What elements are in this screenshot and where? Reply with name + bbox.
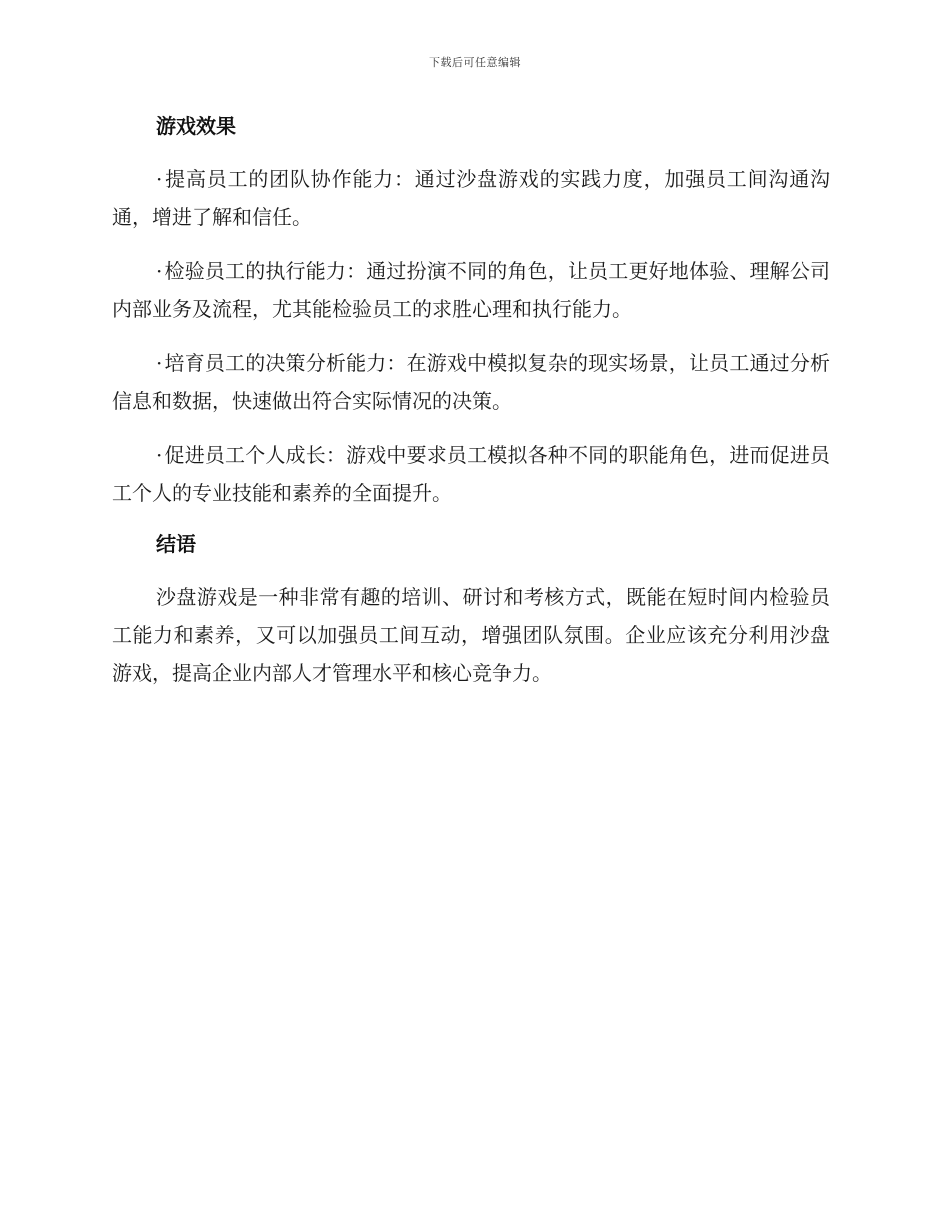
bullet-item (112, 252, 830, 328)
bullet-text: 促进员工个人成长：游戏中要求员工模拟各种不同的职能角色，进而促进员工个人的专业技能和素养的全面提升。 (112, 443, 830, 505)
page-header: 下载后可任意编辑 (429, 56, 521, 69)
bullet-dot: · (156, 259, 163, 283)
bullet-item (112, 160, 830, 236)
section-heading: 游戏效果 (156, 114, 236, 138)
document-body (112, 110, 830, 708)
bullet-item (112, 436, 830, 512)
section-heading: 结语 (156, 532, 196, 556)
conclusion-paragraph: 沙盘游戏是一种非常有趣的培训、研讨和考核方式，既能在短时间内检验员工能力和素养，又可以加强员工间互动，增强团队氛围。企业应该充分利用沙盘游戏，提高企业内部人才管理水平和核心竞争力。 (112, 585, 830, 685)
bullet-dot: · (156, 351, 163, 375)
section-game-effects (112, 110, 830, 512)
bullet-dot: · (156, 167, 163, 191)
bullet-text: 培育员工的决策分析能力：在游戏中模拟复杂的现实场景，让员工通过分析信息和数据，快速做出符合实际情况的决策。 (112, 351, 830, 413)
bullet-text: 检验员工的执行能力：通过扮演不同的角色，让员工更好地体验、理解公司内部业务及流程，尤其能检验员工的求胜心理和执行能力。 (112, 259, 830, 321)
bullet-dot: · (156, 443, 163, 467)
bullet-item (112, 344, 830, 420)
bullet-text: 提高员工的团队协作能力：通过沙盘游戏的实践力度，加强员工间沟通沟通，增进了解和信任。 (112, 167, 830, 229)
section-conclusion (112, 528, 830, 692)
